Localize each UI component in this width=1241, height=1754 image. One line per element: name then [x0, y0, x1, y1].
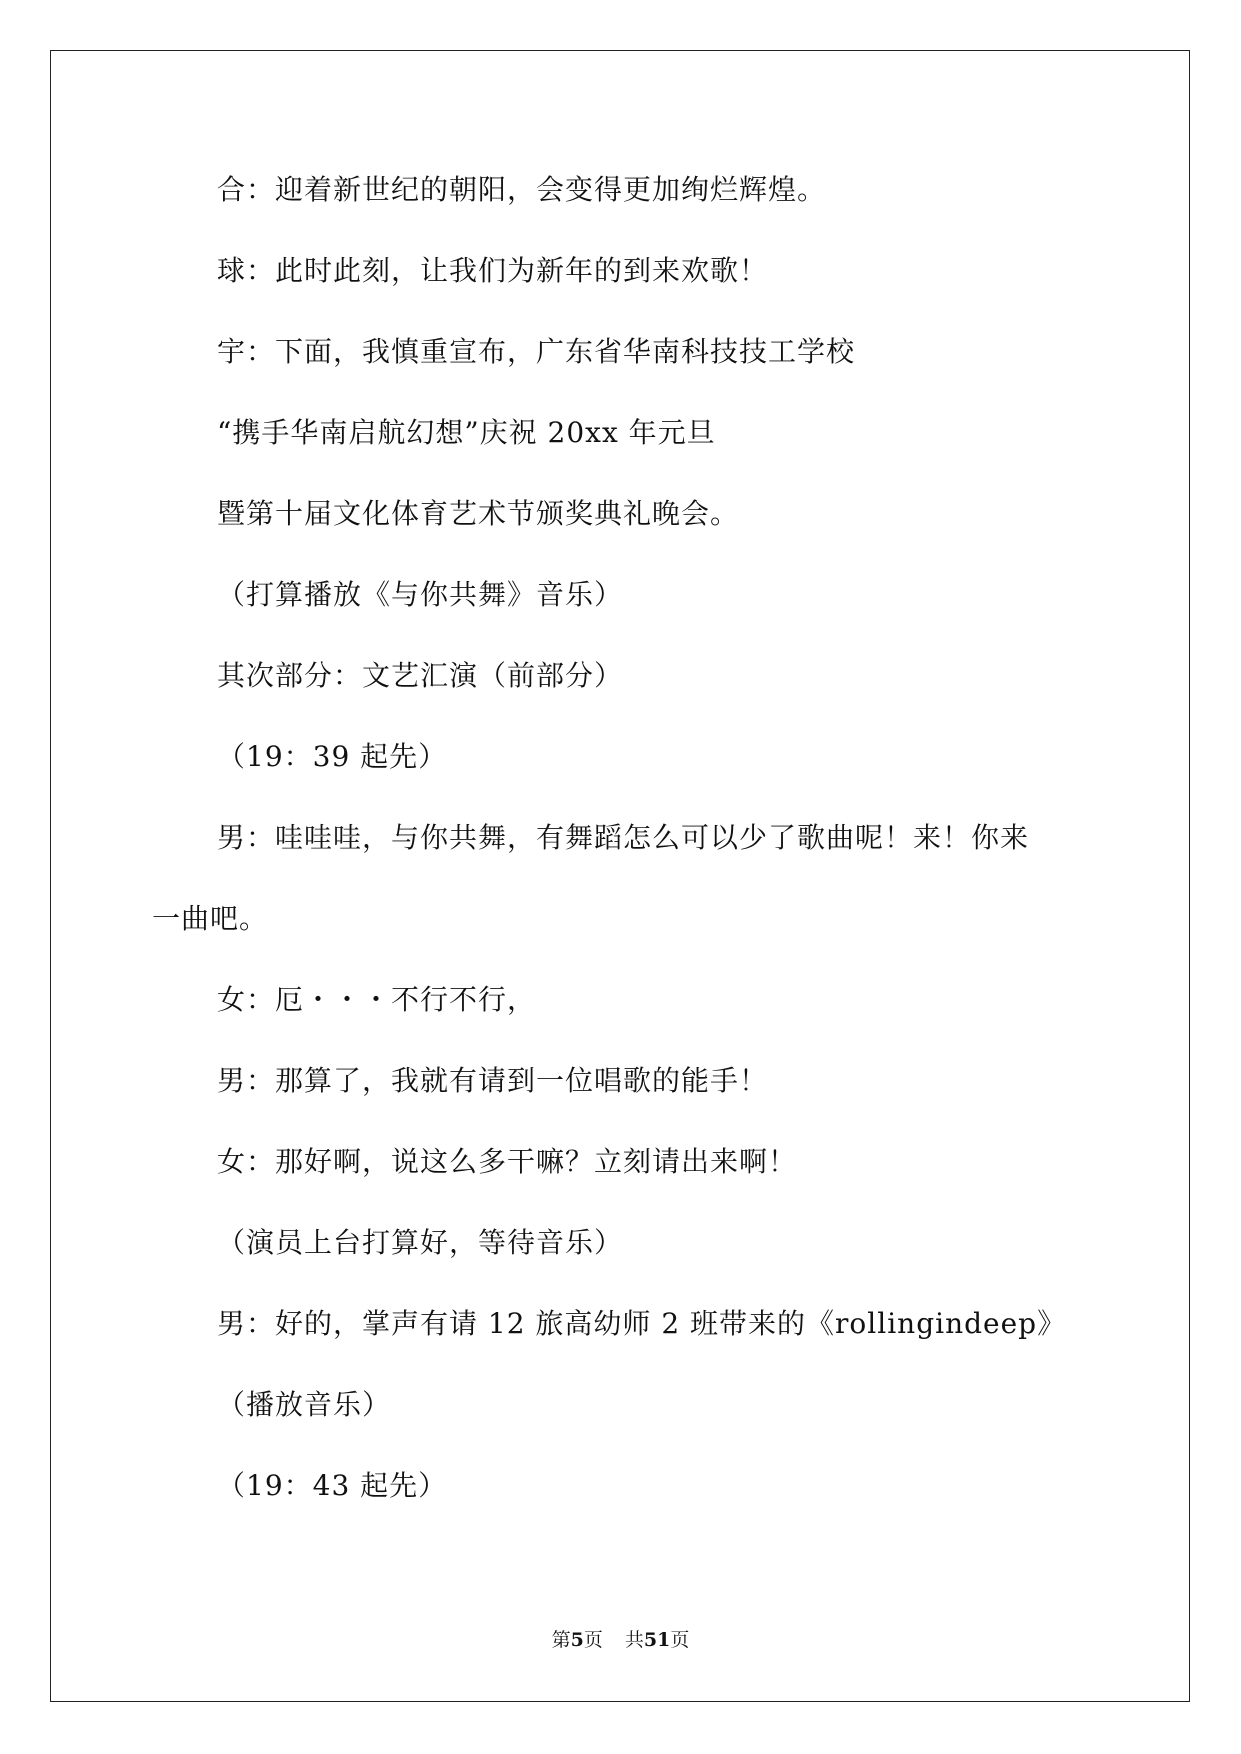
text-line: 男：那算了，我就有请到一位唱歌的能手！ — [217, 1064, 769, 1097]
text-line: 女：厄・・・不行不行， — [217, 983, 537, 1016]
text-line: （19：39 起先） — [217, 740, 448, 773]
page-border — [50, 50, 1190, 1702]
text-line: （打算播放《与你共舞》音乐） — [217, 578, 624, 611]
text-line: “携手华南启航幻想”庆祝 20xx 年元旦 — [217, 416, 716, 449]
text-line: 球：此时此刻，让我们为新年的到来欢歌！ — [217, 254, 769, 287]
text-line: 其次部分：文艺汇演（前部分） — [217, 659, 624, 692]
total-pages: 51 — [643, 1629, 671, 1651]
text-line: （19：43 起先） — [217, 1469, 448, 1502]
text-line: 男：哇哇哇，与你共舞，有舞蹈怎么可以少了歌曲呢！来！你来 — [217, 821, 1030, 854]
text-line: （播放音乐） — [217, 1388, 392, 1421]
text-line: 合：迎着新世纪的朝阳，会变得更加绚烂辉煌。 — [217, 173, 827, 206]
text-line: 男：好的，掌声有请 12 旅高幼师 2 班带来的《rollingindeep》 — [217, 1307, 1067, 1340]
total-prefix: 共 — [624, 1629, 644, 1651]
text-line: 宇：下面，我慎重宣布，广东省华南科技技工学校 — [217, 335, 856, 368]
text-line: 一曲吧。 — [152, 902, 269, 935]
text-line: 女：那好啊，说这么多干嘛？立刻请出来啊！ — [217, 1145, 798, 1178]
page-prefix: 第 — [551, 1629, 571, 1651]
text-line: 暨第十届文化体育艺术节颁奖典礼晚会。 — [217, 497, 740, 530]
page-number: 5 — [570, 1629, 584, 1651]
text-line: （演员上台打算好，等待音乐） — [217, 1226, 624, 1259]
page-footer — [0, 1628, 1241, 1652]
page-suffix: 页 — [583, 1629, 603, 1651]
total-suffix: 页 — [670, 1629, 690, 1651]
